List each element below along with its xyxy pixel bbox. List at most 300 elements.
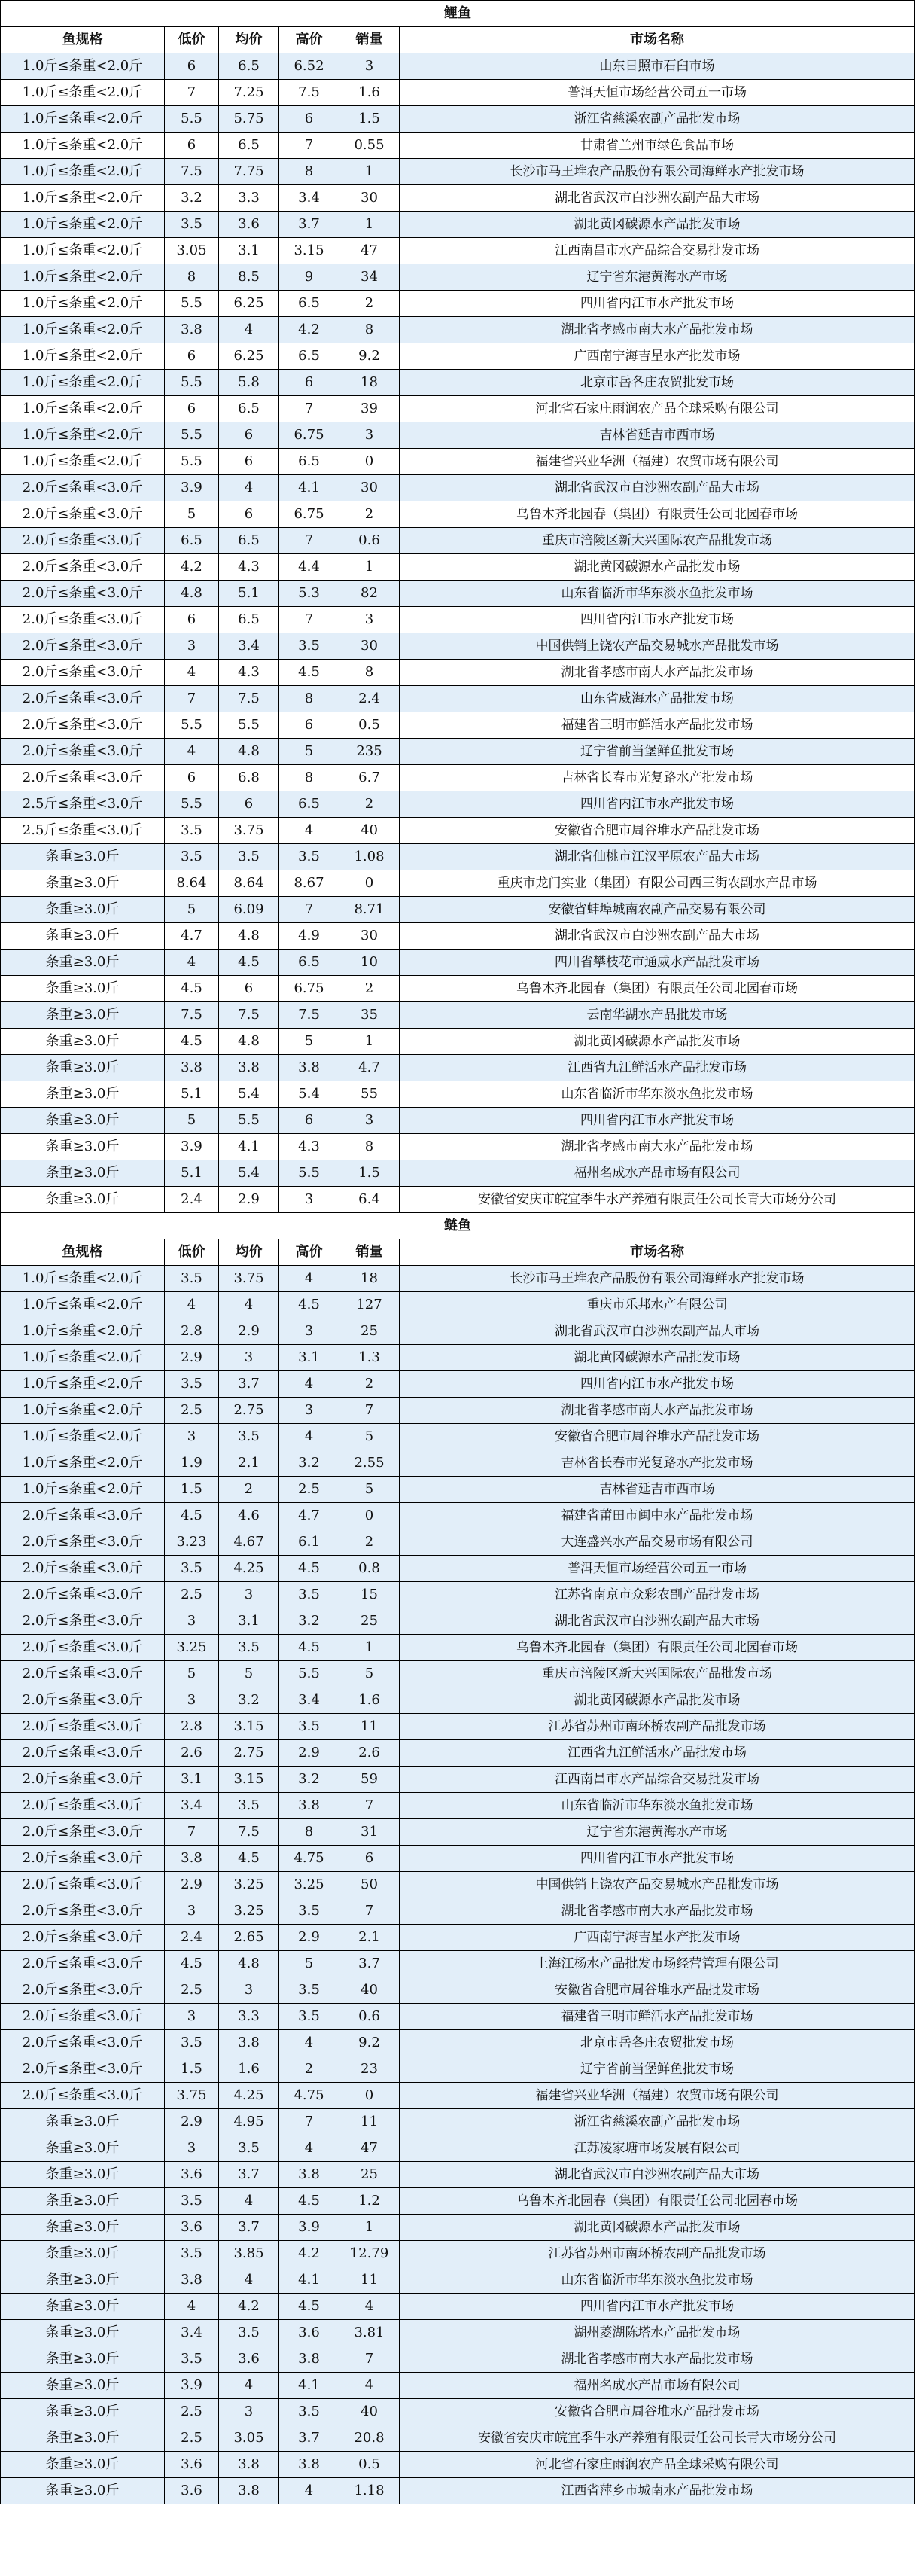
spec-cell: 2.0斤≤条重<3.0斤	[1, 1925, 165, 1951]
avg-price-cell: 3.6	[219, 2346, 279, 2373]
spec-cell: 2.0斤≤条重<3.0斤	[1, 475, 165, 501]
high-price-cell: 3.25	[279, 1872, 339, 1898]
high-price-cell: 5.5	[279, 1661, 339, 1687]
spec-cell: 2.0斤≤条重<3.0斤	[1, 1951, 165, 1977]
table-row	[1, 1055, 915, 1081]
market-name-cell: 普洱天恒市场经营公司五一市场	[400, 80, 915, 106]
volume-cell: 0.6	[339, 2004, 400, 2030]
volume-cell: 1.3	[339, 1345, 400, 1371]
avg-price-cell: 2	[219, 1477, 279, 1503]
high-price-cell: 3.7	[279, 212, 339, 238]
market-name-cell: 江苏省苏州市南环桥农副产品批发市场	[400, 1714, 915, 1740]
avg-price-cell: 3.5	[219, 1793, 279, 1819]
avg-price-cell: 3.15	[219, 1714, 279, 1740]
high-price-cell: 2	[279, 2056, 339, 2083]
column-header: 高价	[279, 1239, 339, 1266]
spec-cell: 2.0斤≤条重<3.0斤	[1, 1608, 165, 1635]
table-row	[1, 212, 915, 238]
market-name-cell: 江苏省南京市众彩农副产品批发市场	[400, 1582, 915, 1608]
market-name-cell: 湖北省仙桃市江汉平原农产品大市场	[400, 844, 915, 870]
volume-cell: 8	[339, 1134, 400, 1160]
market-name-cell: 江苏凌家塘市场发展有限公司	[400, 2135, 915, 2162]
avg-price-cell: 4	[219, 1292, 279, 1318]
low-price-cell: 5.5	[165, 422, 219, 449]
table-row	[1, 712, 915, 739]
low-price-cell: 3.5	[165, 1556, 219, 1582]
low-price-cell: 4.2	[165, 554, 219, 581]
spec-cell: 条重≥3.0斤	[1, 2188, 165, 2215]
spec-cell: 1.0斤≤条重<2.0斤	[1, 264, 165, 291]
high-price-cell: 4.1	[279, 2373, 339, 2399]
table-row	[1, 2373, 915, 2399]
spec-cell: 条重≥3.0斤	[1, 923, 165, 950]
market-name-cell: 浙江省慈溪农副产品批发市场	[400, 2109, 915, 2135]
spec-cell: 条重≥3.0斤	[1, 2241, 165, 2267]
volume-cell: 11	[339, 1714, 400, 1740]
table-row	[1, 1477, 915, 1503]
volume-cell: 47	[339, 238, 400, 264]
table-row	[1, 791, 915, 818]
avg-price-cell: 4.1	[219, 1134, 279, 1160]
volume-cell: 31	[339, 1819, 400, 1846]
high-price-cell: 3.2	[279, 1608, 339, 1635]
avg-price-cell: 5.5	[219, 1108, 279, 1134]
avg-price-cell: 3.1	[219, 1608, 279, 1635]
avg-price-cell: 6	[219, 976, 279, 1002]
spec-cell: 2.0斤≤条重<3.0斤	[1, 1977, 165, 2004]
table-row	[1, 80, 915, 106]
spec-cell: 条重≥3.0斤	[1, 870, 165, 897]
avg-price-cell: 2.1	[219, 1450, 279, 1477]
market-name-cell: 福州名成水产品市场有限公司	[400, 1160, 915, 1187]
spec-cell: 2.0斤≤条重<3.0斤	[1, 765, 165, 791]
market-name-cell: 长沙市马王堆农产品股份有限公司海鲜水产批发市场	[400, 1266, 915, 1292]
volume-cell: 59	[339, 1767, 400, 1793]
volume-cell: 4	[339, 2294, 400, 2320]
avg-price-cell: 6	[219, 501, 279, 528]
table-row	[1, 317, 915, 343]
low-price-cell: 3.6	[165, 2452, 219, 2478]
table-row	[1, 2056, 915, 2083]
table-row	[1, 633, 915, 660]
low-price-cell: 3.5	[165, 818, 219, 844]
table-row	[1, 1977, 915, 2004]
low-price-cell: 4.5	[165, 1503, 219, 1529]
low-price-cell: 6	[165, 765, 219, 791]
volume-cell: 2.6	[339, 1740, 400, 1767]
high-price-cell: 3.8	[279, 1793, 339, 1819]
market-name-cell: 广西南宁海吉星水产批发市场	[400, 1925, 915, 1951]
low-price-cell: 3.9	[165, 475, 219, 501]
avg-price-cell: 3.4	[219, 633, 279, 660]
avg-price-cell: 3.05	[219, 2425, 279, 2452]
table-row	[1, 1846, 915, 1872]
spec-cell: 条重≥3.0斤	[1, 2452, 165, 2478]
high-price-cell: 3.6	[279, 2320, 339, 2346]
spec-cell: 条重≥3.0斤	[1, 844, 165, 870]
high-price-cell: 4	[279, 2030, 339, 2056]
avg-price-cell: 3.8	[219, 2452, 279, 2478]
table-row	[1, 106, 915, 133]
table-row	[1, 976, 915, 1002]
table-row	[1, 1714, 915, 1740]
avg-price-cell: 3.5	[219, 1635, 279, 1661]
market-name-cell: 湖北省孝感市南大水产品批发市场	[400, 317, 915, 343]
spec-cell: 1.0斤≤条重<2.0斤	[1, 159, 165, 185]
volume-cell: 9.2	[339, 2030, 400, 2056]
high-price-cell: 3	[279, 1318, 339, 1345]
table-row	[1, 528, 915, 554]
table-row	[1, 1160, 915, 1187]
low-price-cell: 3.6	[165, 2215, 219, 2241]
table-row	[1, 370, 915, 396]
table-row	[1, 2294, 915, 2320]
low-price-cell: 3.5	[165, 1371, 219, 1398]
avg-price-cell: 3.75	[219, 1266, 279, 1292]
high-price-cell: 5	[279, 739, 339, 765]
high-price-cell: 2.9	[279, 1740, 339, 1767]
low-price-cell: 4	[165, 950, 219, 976]
table-row	[1, 291, 915, 317]
market-name-cell: 云南华湖水产品批发市场	[400, 1002, 915, 1029]
spec-cell: 1.0斤≤条重<2.0斤	[1, 238, 165, 264]
low-price-cell: 3.5	[165, 1266, 219, 1292]
table-row	[1, 449, 915, 475]
table-row	[1, 897, 915, 923]
avg-price-cell: 6	[219, 449, 279, 475]
market-name-cell: 吉林省长春市光复路水产批发市场	[400, 1450, 915, 1477]
low-price-cell: 2.9	[165, 1872, 219, 1898]
high-price-cell: 4.2	[279, 2241, 339, 2267]
avg-price-cell: 3.25	[219, 1872, 279, 1898]
table-row	[1, 2320, 915, 2346]
avg-price-cell: 4.3	[219, 554, 279, 581]
spec-cell: 2.0斤≤条重<3.0斤	[1, 1793, 165, 1819]
market-name-cell: 江西南昌市水产品综合交易批发市场	[400, 1767, 915, 1793]
spec-cell: 条重≥3.0斤	[1, 950, 165, 976]
table-row	[1, 686, 915, 712]
volume-cell: 1	[339, 554, 400, 581]
spec-cell: 条重≥3.0斤	[1, 1081, 165, 1108]
low-price-cell: 3	[165, 1898, 219, 1925]
volume-cell: 5	[339, 1477, 400, 1503]
high-price-cell: 4.5	[279, 660, 339, 686]
spec-cell: 1.0斤≤条重<2.0斤	[1, 1398, 165, 1424]
volume-cell: 7	[339, 2346, 400, 2373]
low-price-cell: 4	[165, 2294, 219, 2320]
volume-cell: 1	[339, 212, 400, 238]
market-name-cell: 福建省莆田市闽中水产品批发市场	[400, 1503, 915, 1529]
spec-cell: 2.0斤≤条重<3.0斤	[1, 1635, 165, 1661]
table-row	[1, 2267, 915, 2294]
volume-cell: 30	[339, 185, 400, 212]
column-header: 销量	[339, 27, 400, 53]
low-price-cell: 5.1	[165, 1081, 219, 1108]
market-name-cell: 湖北黄冈碳源水产品批发市场	[400, 212, 915, 238]
market-name-cell: 辽宁省东港黄海水产市场	[400, 264, 915, 291]
high-price-cell: 4.9	[279, 923, 339, 950]
volume-cell: 0.8	[339, 1556, 400, 1582]
market-name-cell: 普洱天恒市场经营公司五一市场	[400, 1556, 915, 1582]
market-name-cell: 湖北省武汉市白沙洲农副产品大市场	[400, 185, 915, 212]
high-price-cell: 4.5	[279, 2188, 339, 2215]
high-price-cell: 4	[279, 2135, 339, 2162]
low-price-cell: 2.8	[165, 1318, 219, 1345]
table-row	[1, 1108, 915, 1134]
avg-price-cell: 5.1	[219, 581, 279, 607]
market-name-cell: 山东省临沂市华东淡水鱼批发市场	[400, 1081, 915, 1108]
table-row	[1, 2109, 915, 2135]
high-price-cell: 4	[279, 1371, 339, 1398]
spec-cell: 条重≥3.0斤	[1, 1134, 165, 1160]
spec-cell: 2.0斤≤条重<3.0斤	[1, 1556, 165, 1582]
spec-cell: 1.0斤≤条重<2.0斤	[1, 422, 165, 449]
volume-cell: 5	[339, 1424, 400, 1450]
volume-cell: 6.4	[339, 1187, 400, 1213]
avg-price-cell: 3.15	[219, 1767, 279, 1793]
low-price-cell: 5.5	[165, 370, 219, 396]
spec-cell: 2.0斤≤条重<3.0斤	[1, 581, 165, 607]
market-name-cell: 湖北省孝感市南大水产品批发市场	[400, 1134, 915, 1160]
table-row	[1, 2083, 915, 2109]
low-price-cell: 3.5	[165, 2241, 219, 2267]
volume-cell: 23	[339, 2056, 400, 2083]
table-row	[1, 1450, 915, 1477]
market-name-cell: 中国供销上饶农产品交易城水产品批发市场	[400, 633, 915, 660]
spec-cell: 1.0斤≤条重<2.0斤	[1, 1371, 165, 1398]
spec-cell: 2.0斤≤条重<3.0斤	[1, 2083, 165, 2109]
spec-cell: 2.0斤≤条重<3.0斤	[1, 607, 165, 633]
high-price-cell: 4.4	[279, 554, 339, 581]
low-price-cell: 3	[165, 633, 219, 660]
high-price-cell: 4.75	[279, 1846, 339, 1872]
table-row	[1, 765, 915, 791]
volume-cell: 12.79	[339, 2241, 400, 2267]
avg-price-cell: 3.5	[219, 844, 279, 870]
spec-cell: 2.0斤≤条重<3.0斤	[1, 554, 165, 581]
avg-price-cell: 2.9	[219, 1318, 279, 1345]
low-price-cell: 1.9	[165, 1450, 219, 1477]
market-name-cell: 山东省威海水产品批发市场	[400, 686, 915, 712]
volume-cell: 0	[339, 870, 400, 897]
volume-cell: 0	[339, 449, 400, 475]
market-name-cell: 辽宁省前当堡鲜鱼批发市场	[400, 2056, 915, 2083]
avg-price-cell: 8.5	[219, 264, 279, 291]
volume-cell: 35	[339, 1002, 400, 1029]
low-price-cell: 4.5	[165, 976, 219, 1002]
high-price-cell: 3.5	[279, 1977, 339, 2004]
high-price-cell: 3.8	[279, 2346, 339, 2373]
market-name-cell: 湖北黄冈碳源水产品批发市场	[400, 1345, 915, 1371]
avg-price-cell: 4.25	[219, 1556, 279, 1582]
table-row	[1, 1925, 915, 1951]
high-price-cell: 7.5	[279, 1002, 339, 1029]
volume-cell: 9.2	[339, 343, 400, 370]
spec-cell: 2.0斤≤条重<3.0斤	[1, 1714, 165, 1740]
high-price-cell: 6	[279, 1108, 339, 1134]
high-price-cell: 3.4	[279, 1687, 339, 1714]
high-price-cell: 4.1	[279, 475, 339, 501]
avg-price-cell: 3.5	[219, 2320, 279, 2346]
high-price-cell: 3.4	[279, 185, 339, 212]
column-header: 均价	[219, 27, 279, 53]
volume-cell: 3.7	[339, 1951, 400, 1977]
high-price-cell: 2.5	[279, 1477, 339, 1503]
volume-cell: 1	[339, 2215, 400, 2241]
high-price-cell: 3.7	[279, 2425, 339, 2452]
volume-cell: 1	[339, 159, 400, 185]
low-price-cell: 6	[165, 396, 219, 422]
header-row	[1, 1239, 915, 1266]
volume-cell: 15	[339, 1582, 400, 1608]
low-price-cell: 2.5	[165, 2399, 219, 2425]
high-price-cell: 3.2	[279, 1450, 339, 1477]
table-row	[1, 1187, 915, 1213]
high-price-cell: 4	[279, 1424, 339, 1450]
low-price-cell: 3.8	[165, 317, 219, 343]
low-price-cell: 4.8	[165, 581, 219, 607]
market-name-cell: 安徽省安庆市皖宜季牛水产养殖有限责任公司长青大市场分公司	[400, 2425, 915, 2452]
spec-cell: 2.0斤≤条重<3.0斤	[1, 528, 165, 554]
market-name-cell: 江西省萍乡市城南水产品批发市场	[400, 2478, 915, 2504]
low-price-cell: 4.5	[165, 1029, 219, 1055]
spec-cell: 条重≥3.0斤	[1, 2373, 165, 2399]
high-price-cell: 3.5	[279, 1898, 339, 1925]
table-row	[1, 1318, 915, 1345]
avg-price-cell: 3.5	[219, 2135, 279, 2162]
avg-price-cell: 3	[219, 1977, 279, 2004]
table-row	[1, 1951, 915, 1977]
table-row	[1, 1661, 915, 1687]
market-name-cell: 四川省内江市水产批发市场	[400, 1846, 915, 1872]
low-price-cell: 3.75	[165, 2083, 219, 2109]
market-name-cell: 福建省三明市鲜活水产品批发市场	[400, 712, 915, 739]
table-row	[1, 1424, 915, 1450]
market-name-cell: 长沙市马王堆农产品股份有限公司海鲜水产批发市场	[400, 159, 915, 185]
volume-cell: 25	[339, 2162, 400, 2188]
market-name-cell: 湖北省孝感市南大水产品批发市场	[400, 1398, 915, 1424]
low-price-cell: 3	[165, 2004, 219, 2030]
table-row	[1, 1266, 915, 1292]
market-name-cell: 湖北黄冈碳源水产品批发市场	[400, 2215, 915, 2241]
low-price-cell: 3.8	[165, 1055, 219, 1081]
low-price-cell: 3.8	[165, 2267, 219, 2294]
spec-cell: 1.0斤≤条重<2.0斤	[1, 370, 165, 396]
spec-cell: 1.0斤≤条重<2.0斤	[1, 291, 165, 317]
market-name-cell: 四川省内江市水产批发市场	[400, 1371, 915, 1398]
avg-price-cell: 3.7	[219, 2215, 279, 2241]
avg-price-cell: 7.5	[219, 686, 279, 712]
volume-cell: 7	[339, 1398, 400, 1424]
spec-cell: 2.0斤≤条重<3.0斤	[1, 2004, 165, 2030]
volume-cell: 50	[339, 1872, 400, 1898]
column-header: 高价	[279, 27, 339, 53]
avg-price-cell: 4	[219, 475, 279, 501]
avg-price-cell: 3	[219, 1582, 279, 1608]
table-row	[1, 923, 915, 950]
avg-price-cell: 3.8	[219, 2030, 279, 2056]
table-row	[1, 1398, 915, 1424]
table-row	[1, 2004, 915, 2030]
high-price-cell: 3.2	[279, 1767, 339, 1793]
low-price-cell: 3.5	[165, 844, 219, 870]
table-row	[1, 1767, 915, 1793]
market-name-cell: 重庆市龙门实业（集团）有限公司西三街农副水产品市场	[400, 870, 915, 897]
low-price-cell: 6.5	[165, 528, 219, 554]
avg-price-cell: 2.75	[219, 1398, 279, 1424]
table-row	[1, 1503, 915, 1529]
market-name-cell: 重庆市涪陵区新大兴国际农产品批发市场	[400, 1661, 915, 1687]
volume-cell: 1.18	[339, 2478, 400, 2504]
avg-price-cell: 5.5	[219, 712, 279, 739]
spec-cell: 1.0斤≤条重<2.0斤	[1, 53, 165, 80]
table-row	[1, 1345, 915, 1371]
low-price-cell: 8.64	[165, 870, 219, 897]
table-row	[1, 1529, 915, 1556]
low-price-cell: 5.5	[165, 291, 219, 317]
market-name-cell: 安徽省合肥市周谷堆水产品批发市场	[400, 1977, 915, 2004]
market-name-cell: 四川省内江市水产批发市场	[400, 1108, 915, 1134]
avg-price-cell: 6.5	[219, 53, 279, 80]
spec-cell: 条重≥3.0斤	[1, 2346, 165, 2373]
spec-cell: 1.0斤≤条重<2.0斤	[1, 317, 165, 343]
spec-cell: 2.0斤≤条重<3.0斤	[1, 501, 165, 528]
low-price-cell: 2.6	[165, 1740, 219, 1767]
table-row	[1, 159, 915, 185]
spec-cell: 2.0斤≤条重<3.0斤	[1, 712, 165, 739]
volume-cell: 4.7	[339, 1055, 400, 1081]
volume-cell: 10	[339, 950, 400, 976]
volume-cell: 6	[339, 1846, 400, 1872]
low-price-cell: 3.4	[165, 2320, 219, 2346]
section-title-row	[1, 1, 915, 27]
avg-price-cell: 3.1	[219, 238, 279, 264]
low-price-cell: 3.5	[165, 212, 219, 238]
table-row	[1, 1029, 915, 1055]
avg-price-cell: 5.8	[219, 370, 279, 396]
spec-cell: 2.0斤≤条重<3.0斤	[1, 686, 165, 712]
volume-cell: 3	[339, 422, 400, 449]
market-name-cell: 湖北省武汉市白沙洲农副产品大市场	[400, 1318, 915, 1345]
section-title: 鲤鱼	[1, 1, 915, 27]
avg-price-cell: 3.5	[219, 1424, 279, 1450]
column-header: 低价	[165, 27, 219, 53]
volume-cell: 30	[339, 475, 400, 501]
volume-cell: 3	[339, 1108, 400, 1134]
table-row	[1, 1872, 915, 1898]
table-row	[1, 581, 915, 607]
high-price-cell: 8	[279, 159, 339, 185]
market-name-cell: 吉林省延吉市西市场	[400, 1477, 915, 1503]
low-price-cell: 3	[165, 2135, 219, 2162]
high-price-cell: 8	[279, 686, 339, 712]
market-name-cell: 湖北黄冈碳源水产品批发市场	[400, 1029, 915, 1055]
high-price-cell: 7	[279, 2109, 339, 2135]
volume-cell: 3.81	[339, 2320, 400, 2346]
avg-price-cell: 6.5	[219, 133, 279, 159]
high-price-cell: 9	[279, 264, 339, 291]
high-price-cell: 4.5	[279, 2294, 339, 2320]
volume-cell: 6.7	[339, 765, 400, 791]
high-price-cell: 6.5	[279, 791, 339, 818]
table-row	[1, 1556, 915, 1582]
low-price-cell: 8	[165, 264, 219, 291]
market-name-cell: 四川省内江市水产批发市场	[400, 607, 915, 633]
avg-price-cell: 7.25	[219, 80, 279, 106]
section-title-row	[1, 1213, 915, 1239]
market-name-cell: 浙江省慈溪农副产品批发市场	[400, 106, 915, 133]
low-price-cell: 5	[165, 897, 219, 923]
